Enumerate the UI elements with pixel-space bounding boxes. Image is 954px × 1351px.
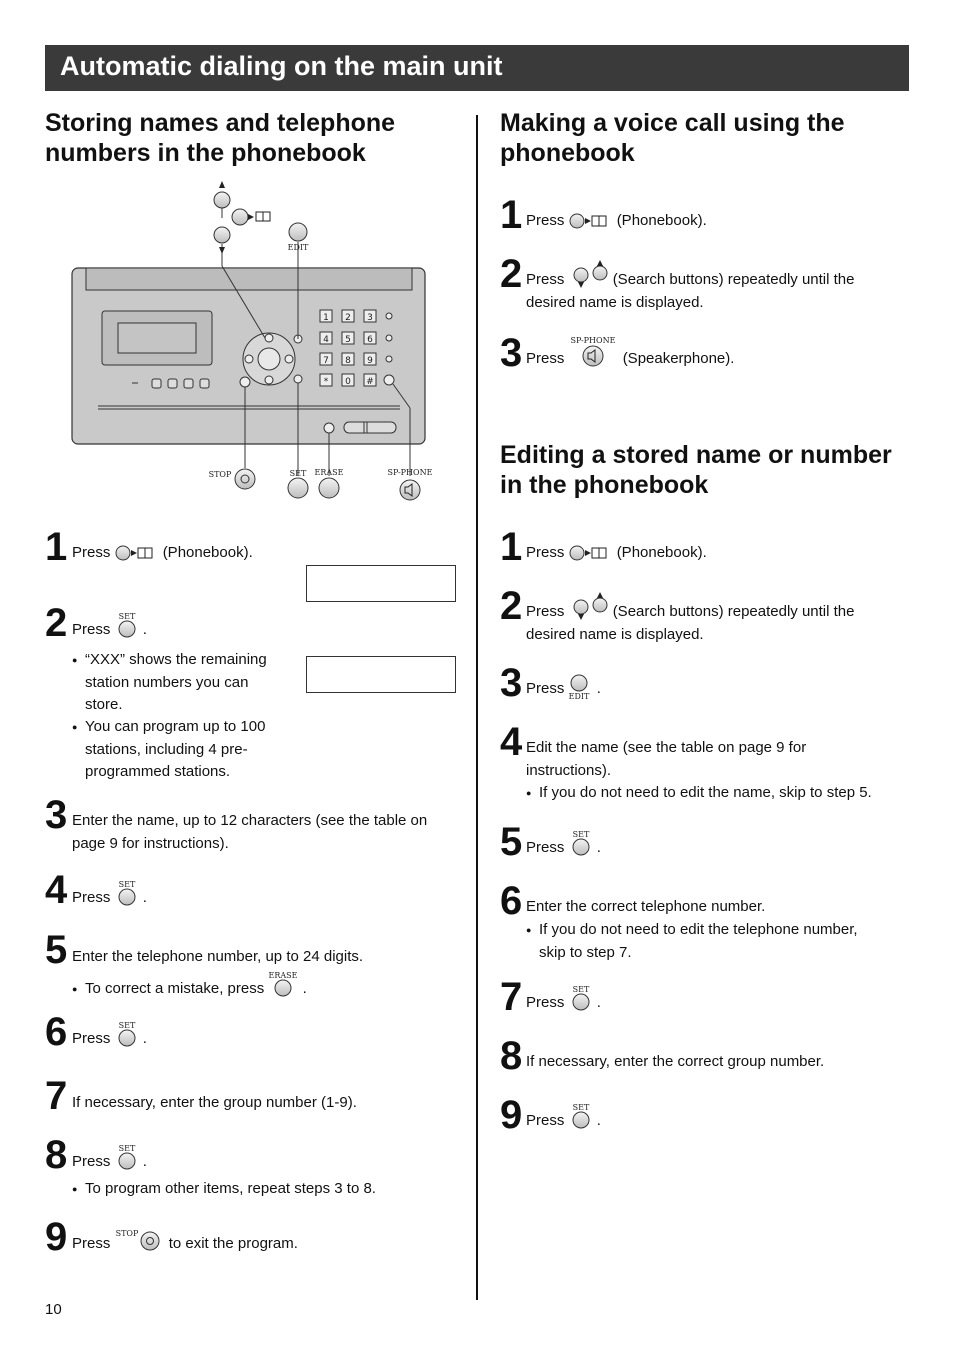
step-text: Press EDIT . [526,678,601,701]
step-text: Press SET . [72,612,147,638]
step-number: 5 [500,820,523,864]
step-number: 2 [500,252,523,296]
bullet-item: ● If you do not need to edit the name, skip to step 5. [526,782,872,805]
search-buttons-icon [569,259,609,289]
step-text: If necessary, enter the group number (1-9). [72,1094,357,1111]
step-number: 1 [500,525,523,569]
svg-text:ERASE: ERASE [314,468,344,477]
step-text: Press SET . [526,985,601,1011]
svg-text:8: 8 [345,356,351,366]
svg-text:STOP: STOP [115,1229,138,1239]
svg-text:STOP: STOP [208,470,232,479]
svg-text:9: 9 [367,356,373,366]
phonebook-button-icon [569,213,613,229]
set-button-icon [569,1103,593,1129]
page-number: 10 [45,1301,62,1318]
step-text: Enter the correct telephone number. [526,898,766,915]
step-number: 2 [500,584,523,628]
step-text: Press SET . [72,1144,147,1170]
step-text: Press SP-PHONE (Speakerphone). [526,336,735,367]
svg-text:SET: SET [289,469,307,478]
step-number: 3 [500,331,523,375]
svg-text:SET: SET [118,880,135,890]
step-text: Press (Phonebook). [72,544,253,561]
svg-text:EDIT: EDIT [568,692,589,701]
svg-text:SP-PHONE: SP-PHONE [387,468,433,477]
speakerphone-button-icon [569,336,619,368]
step-text: If necessary, enter the correct group number. [526,1053,825,1070]
svg-text:7: 7 [323,356,329,366]
svg-text:4: 4 [323,335,329,345]
svg-text:SET: SET [118,1144,135,1154]
step-text: desired name is displayed. [526,626,704,643]
set-button-icon [115,1144,139,1170]
step-number: 1 [500,193,523,237]
step-text: Press (Phonebook). [526,544,707,561]
svg-text:SP-PHONE: SP-PHONE [570,336,615,346]
step-number: 6 [500,879,523,923]
svg-text:6: 6 [367,335,373,345]
column-divider [476,115,478,1300]
svg-text:SET: SET [572,985,589,995]
step-text: Press (Search buttons) repeatedly until the [526,601,855,624]
step-number: 8 [500,1034,523,1078]
step-number: 4 [45,868,68,912]
step-text: Edit the name (see the table on page 9 for instructions). [526,739,807,779]
fax-machine-diagram [68,178,440,508]
stop-button-icon [115,1228,165,1252]
step-text: Enter the name, up to 12 characters (see the table on page 9 for instructions). [72,812,428,852]
bullet-item: ● To program other items, repeat steps 3 to 8. [72,1178,376,1201]
step-text: desired name is displayed. [526,294,704,311]
svg-text:SET: SET [118,1021,135,1031]
set-button-icon [569,830,593,856]
phonebook-button-icon [569,545,613,561]
step-number: 9 [45,1215,68,1259]
svg-text:EDIT: EDIT [287,243,309,252]
set-button-icon [115,880,139,906]
step-text: Press SET . [526,1103,601,1129]
erase-button-icon [268,971,298,997]
left-heading: Storing names and telephone numbers in the phonebook [45,109,396,167]
bullet-item: ● To correct a mistake, press ERASE . [72,978,307,1001]
set-button-icon [115,612,139,638]
svg-text:3: 3 [367,313,373,323]
step-text: Press SET . [72,880,147,906]
phonebook-button-icon [115,545,159,561]
bullet-item: ● You can program up to 100 stations, including 4 pre- programmed stations. [72,716,265,784]
step-number: 1 [45,525,68,569]
step-text: Press SET . [72,1021,147,1047]
edit-heading: Editing a stored name or number in the phonebook [500,441,892,499]
step-number: 5 [45,928,68,972]
step-number: 7 [500,975,523,1019]
set-button-icon [115,1021,139,1047]
bullet-item: ● “XXX” shows the remaining station numbers you can store. [72,649,267,717]
svg-text:1: 1 [323,313,329,323]
svg-text:ERASE: ERASE [268,971,298,981]
section-header [45,45,909,91]
step-number: 3 [45,793,68,837]
svg-text:SET: SET [118,612,135,622]
svg-text:SET: SET [572,1103,589,1113]
step-text: Press (Search buttons) repeatedly until the [526,269,855,292]
svg-text:SET: SET [572,830,589,840]
step-text: Press SET . [526,830,601,856]
voice-call-heading: Making a voice call using the phonebook [500,109,845,167]
svg-text:2: 2 [345,313,351,323]
edit-button-icon [569,674,593,700]
step-text: Press (Phonebook). [526,212,707,229]
step-number: 7 [45,1074,68,1118]
step-number: 4 [500,720,523,764]
svg-text:#: # [366,377,374,387]
bullet-item: ● If you do not need to edit the telephone number, skip to step 7. [526,919,858,964]
step-number: 3 [500,661,523,705]
step-text: Enter the telephone number, up to 24 digits. [72,948,364,965]
search-buttons-icon [569,591,609,621]
svg-text:5: 5 [345,335,351,345]
step-text: Press STOP to exit the program. [72,1229,298,1252]
lcd-display-box [306,656,456,693]
page-title: Automatic dialing on the main unit [60,51,503,81]
set-button-icon [569,985,593,1011]
svg-text:0: 0 [345,377,351,387]
lcd-display-box [306,565,456,602]
step-number: 9 [500,1093,523,1137]
step-number: 2 [45,601,68,645]
svg-text:*: * [323,377,329,387]
step-number: 8 [45,1133,68,1177]
step-number: 6 [45,1010,68,1054]
